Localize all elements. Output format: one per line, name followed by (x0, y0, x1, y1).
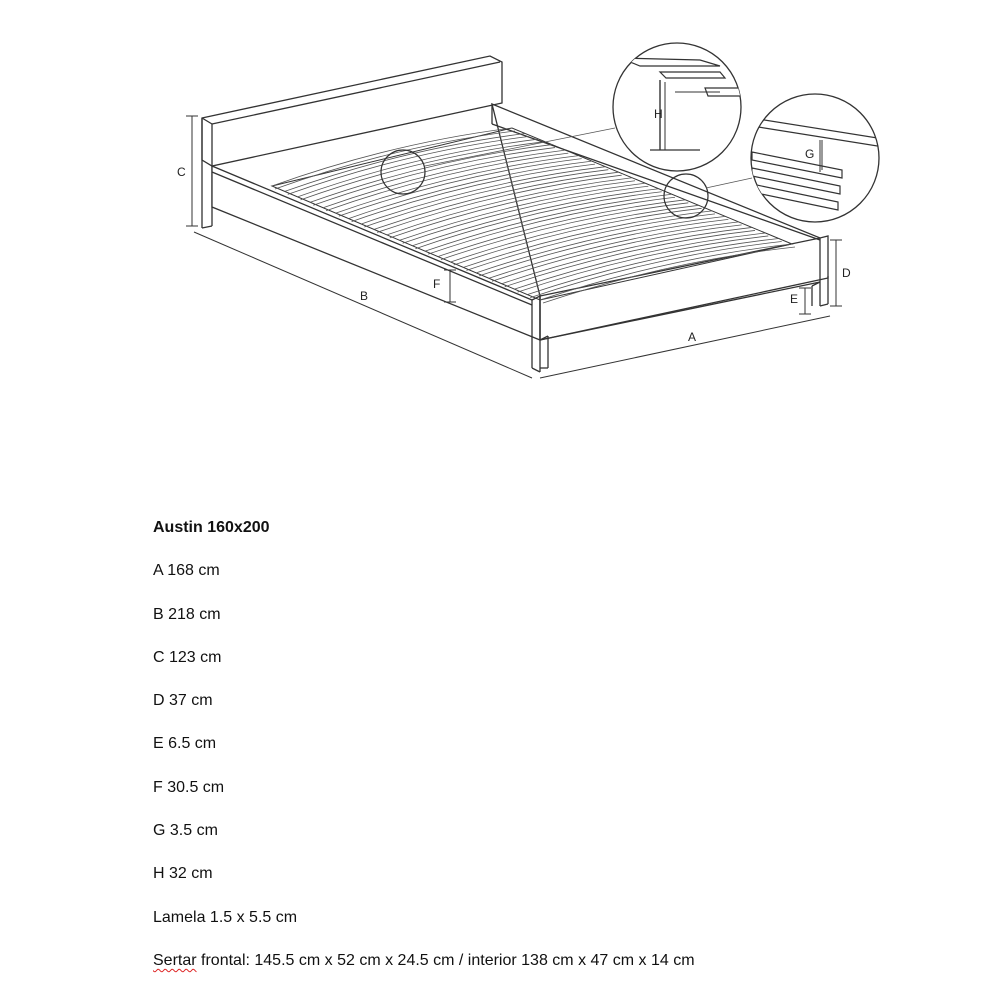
label-e: E (790, 292, 799, 306)
spec-a: A 168 cm (153, 562, 220, 580)
slat-edge (530, 241, 781, 297)
detail-marker-h (381, 150, 425, 194)
slat-edge (517, 236, 768, 292)
label-b: B (360, 289, 369, 303)
spec-d: D 37 cm (153, 692, 213, 710)
detail-marker-g (664, 174, 708, 218)
spec-b: B 218 cm (153, 605, 221, 623)
detail-g-zoom (751, 94, 890, 222)
spec-e: E 6.5 cm (153, 735, 217, 753)
headboard (202, 56, 502, 166)
spec-drawer (153, 947, 973, 990)
spec-f: F 30.5 cm (153, 778, 225, 796)
spec-c: C 123 cm (153, 648, 222, 666)
spec-g: G 3.5 cm (153, 822, 218, 840)
label-a: A (688, 330, 697, 344)
spec-lamela: Lamela 1.5 x 5.5 cm (153, 908, 298, 926)
specification-list (153, 514, 973, 990)
spellcheck-underlined-word: Sertar (153, 951, 197, 969)
spec-h: H 32 cm (153, 865, 213, 883)
label-h: H (654, 107, 663, 121)
bed-dimension-diagram (0, 0, 1000, 420)
product-title: Austin 160x200 (153, 519, 270, 536)
label-f: F (433, 277, 441, 291)
drawer-dimensions: frontal: 145.5 cm x 52 cm x 24.5 cm / interior 138 cm x 47 cm x 14 cm (196, 951, 695, 969)
label-d: D (842, 266, 851, 280)
detail-h-zoom (613, 43, 748, 171)
label-g: G (805, 147, 815, 161)
label-c: C (177, 165, 186, 179)
